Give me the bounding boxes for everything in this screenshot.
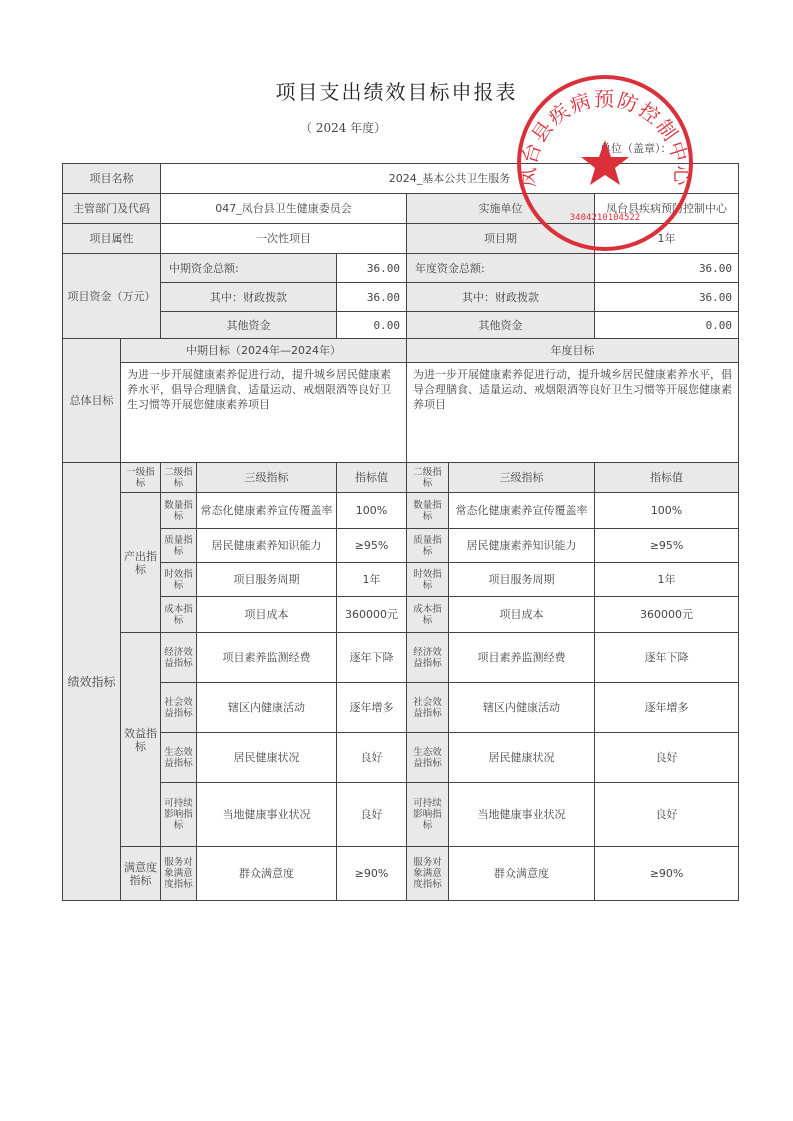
project-name-value: 2024_基本公共卫生服务 (161, 164, 739, 194)
header-level2: 二级指标 (161, 463, 197, 493)
row-level2: 社会效益指标 (161, 683, 197, 733)
row-level2: 服务对象满意度指标 (161, 847, 197, 901)
seal-code: 3404210104522 (569, 213, 641, 223)
year-goal-text: 为进一步开展健康素养促进行动，提升城乡居民健康素养水平，倡导合理膳食、适量运动、戒烟限酒等良好卫生习惯等开展您健康素养项目 (407, 363, 739, 463)
row-name-year: 项目成本 (449, 597, 595, 633)
mid-goal-text: 为进一步开展健康素养促进行动，提升城乡居民健康素养水平，倡导合理膳食、适量运动、戒烟限酒等良好卫生习惯等开展您健康素养项目 (121, 363, 407, 463)
benefit-group-label: 效益指标 (121, 633, 161, 847)
year-fiscal-value: 36.00 (595, 283, 739, 312)
row-name: 群众满意度 (197, 847, 337, 901)
mid-fiscal-label: 其中：财政拨款 (161, 283, 337, 312)
row-level2: 质量指标 (161, 529, 197, 563)
row-name-year: 当地健康事业状况 (449, 783, 595, 847)
row-name-year: 常态化健康素养宣传覆盖率 (449, 493, 595, 529)
impl-unit-label: 实施单位 (407, 194, 595, 224)
row-level2-year: 质量指标 (407, 529, 449, 563)
mid-other-label: 其他资金 (161, 312, 337, 339)
row-level2: 经济效益指标 (161, 633, 197, 683)
row-name: 辖区内健康活动 (197, 683, 337, 733)
row-level2: 成本指标 (161, 597, 197, 633)
header-value-year: 指标值 (595, 463, 739, 493)
header-level3: 三级指标 (197, 463, 337, 493)
impl-unit-value: 凤台县疾病预防控制中心 (595, 194, 739, 224)
performance-indicator-label: 绩效指标 (63, 463, 121, 901)
row-name-year: 项目服务周期 (449, 563, 595, 597)
header-level1: 一级指标 (121, 463, 161, 493)
year-total-value: 36.00 (595, 254, 739, 283)
unit-stamp-label: 单位（盖章）： (600, 142, 672, 155)
project-name-label: 项目名称 (63, 164, 161, 194)
year-other-value: 0.00 (595, 312, 739, 339)
row-level2-year: 数量指标 (407, 493, 449, 529)
row-level2-year: 时效指标 (407, 563, 449, 597)
satisfaction-group-label: 满意度指标 (121, 847, 161, 901)
year-other-label: 其他资金 (407, 312, 595, 339)
row-level2-year: 可持续影响指标 (407, 783, 449, 847)
row-value-year: 100% (595, 493, 739, 529)
row-value: ≥95% (337, 529, 407, 563)
row-value-year: 逐年增多 (595, 683, 739, 733)
row-value: 100% (337, 493, 407, 529)
header-value: 指标值 (337, 463, 407, 493)
row-value-year: 逐年下降 (595, 633, 739, 683)
row-name-year: 项目素养监测经费 (449, 633, 595, 683)
row-name-year: 居民健康素养知识能力 (449, 529, 595, 563)
row-name-year: 居民健康状况 (449, 733, 595, 783)
official-seal-stamp (512, 70, 698, 256)
project-attr-label: 项目属性 (63, 224, 161, 254)
project-attr-value: 一次性项目 (161, 224, 407, 254)
mid-goal-header: 中期目标（2024年—2024年） (121, 339, 407, 363)
row-level2-year: 社会效益指标 (407, 683, 449, 733)
row-value-year: ≥95% (595, 529, 739, 563)
seal-star-icon (581, 140, 629, 185)
dept-value: 047_凤台县卫生健康委员会 (161, 194, 407, 224)
row-value-year: 良好 (595, 733, 739, 783)
row-value-year: 良好 (595, 783, 739, 847)
row-name: 常态化健康素养宣传覆盖率 (197, 493, 337, 529)
row-name: 项目素养监测经费 (197, 633, 337, 683)
overall-goal-label: 总体目标 (63, 339, 121, 463)
row-value: 良好 (337, 733, 407, 783)
project-period-value: 1年 (595, 224, 739, 254)
row-value: 逐年增多 (337, 683, 407, 733)
mid-total-value: 36.00 (337, 254, 407, 283)
row-level2-year: 经济效益指标 (407, 633, 449, 683)
dept-label: 主管部门及代码 (63, 194, 161, 224)
row-name: 项目服务周期 (197, 563, 337, 597)
row-value-year: 1年 (595, 563, 739, 597)
year-label: （ 2024 年度） (300, 121, 387, 135)
year-total-label: 年度资金总额: (407, 254, 595, 283)
row-level2: 时效指标 (161, 563, 197, 597)
output-group-label: 产出指标 (121, 493, 161, 633)
row-name: 项目成本 (197, 597, 337, 633)
page-title: 项目支出绩效目标申报表 (275, 80, 518, 104)
header-level2-year: 二级指标 (407, 463, 449, 493)
row-level2: 数量指标 (161, 493, 197, 529)
seal-text: 凤台县疾病预防控制中心 (515, 87, 695, 188)
project-period-label: 项目期 (407, 224, 595, 254)
row-value-year: 360000元 (595, 597, 739, 633)
mid-total-label: 中期资金总额: (161, 254, 337, 283)
row-level2-year: 生态效益指标 (407, 733, 449, 783)
row-value: 1年 (337, 563, 407, 597)
mid-fiscal-value: 36.00 (337, 283, 407, 312)
row-level2-year: 服务对象满意度指标 (407, 847, 449, 901)
row-name: 居民健康状况 (197, 733, 337, 783)
row-name-year: 辖区内健康活动 (449, 683, 595, 733)
row-value: 360000元 (337, 597, 407, 633)
row-name-year: 群众满意度 (449, 847, 595, 901)
row-level2: 可持续影响指标 (161, 783, 197, 847)
row-level2: 生态效益指标 (161, 733, 197, 783)
performance-goal-form (62, 163, 739, 901)
row-value-year: ≥90% (595, 847, 739, 901)
row-name: 当地健康事业状况 (197, 783, 337, 847)
year-goal-header: 年度目标 (407, 339, 739, 363)
row-value: 逐年下降 (337, 633, 407, 683)
header-level3-year: 三级指标 (449, 463, 595, 493)
year-fiscal-label: 其中：财政拨款 (407, 283, 595, 312)
row-value: 良好 (337, 783, 407, 847)
mid-other-value: 0.00 (337, 312, 407, 339)
funds-group-label: 项目资金（万元） (63, 254, 161, 339)
row-level2-year: 成本指标 (407, 597, 449, 633)
row-value: ≥90% (337, 847, 407, 901)
row-name: 居民健康素养知识能力 (197, 529, 337, 563)
